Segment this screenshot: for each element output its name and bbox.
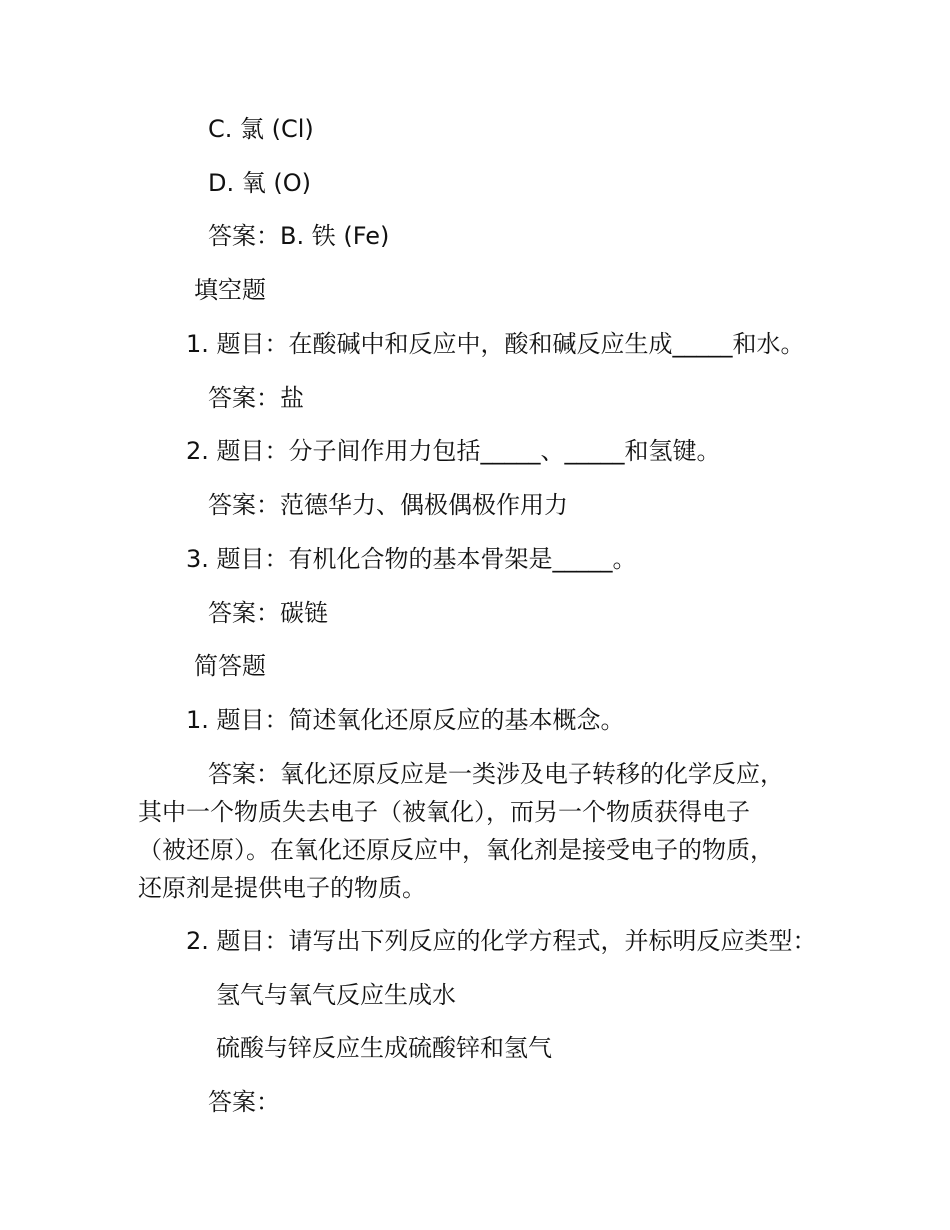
short-answer-question-2: 2. 题目：请写出下列反应的化学方程式，并标明反应类型：	[186, 927, 817, 955]
short-answer-answer-1-line-3: （被还原）。在氧化还原反应中，氧化剂是接受电子的物质，	[138, 836, 774, 864]
fill-blank-question-3: 3. 题目：有机化合物的基本骨架是_____。	[186, 545, 637, 573]
short-answer-answer-1-line-2: 其中一个物质失去电子（被氧化），而另一个物质获得电子	[138, 798, 750, 826]
fill-blank-answer-1: 答案：盐	[208, 384, 304, 412]
short-answer-answer-1-line-4: 还原剂是提供电子的物质。	[138, 874, 426, 902]
fill-blank-heading: 填空题	[194, 276, 266, 304]
short-answer-question-1: 1. 题目：简述氧化还原反应的基本概念。	[186, 706, 625, 734]
short-answer-answer-2: 答案：	[208, 1088, 280, 1116]
reaction-item-1: 氢气与氧气反应生成水	[216, 981, 456, 1009]
option-c: C. 氯 (Cl)	[208, 115, 314, 143]
option-d: D. 氧 (O)	[208, 169, 311, 197]
fill-blank-question-2: 2. 题目：分子间作用力包括_____、_____和氢键。	[186, 437, 721, 465]
fill-blank-answer-2: 答案：范德华力、偶极偶极作用力	[208, 491, 568, 519]
choice-answer: 答案：B. 铁 (Fe)	[208, 222, 390, 250]
short-answer-heading: 简答题	[194, 652, 266, 680]
fill-blank-question-1: 1. 题目：在酸碱中和反应中，酸和碱反应生成_____和水。	[186, 330, 805, 358]
reaction-item-2: 硫酸与锌反应生成硫酸锌和氢气	[216, 1034, 552, 1062]
short-answer-answer-1-line-1: 答案：氧化还原反应是一类涉及电子转移的化学反应，	[208, 760, 784, 788]
fill-blank-answer-3: 答案：碳链	[208, 599, 328, 627]
